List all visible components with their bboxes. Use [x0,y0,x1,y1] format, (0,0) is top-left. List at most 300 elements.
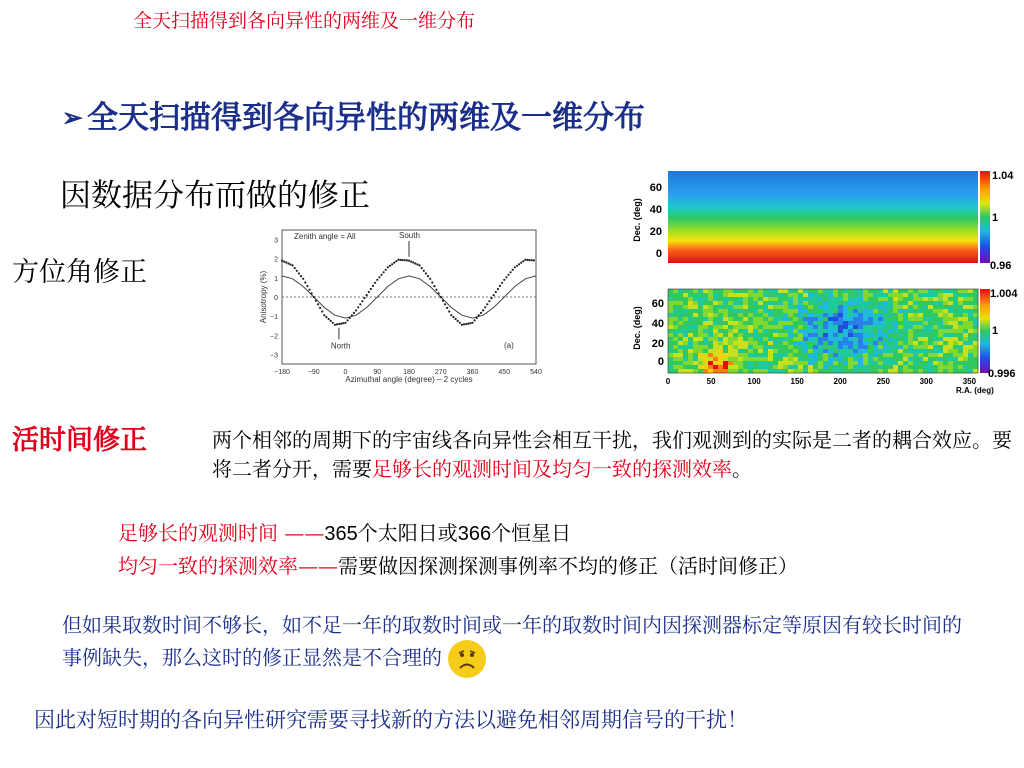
list-num-366: 366 [457,523,492,545]
heatmap-cell [843,337,848,341]
heatmap-cell [693,329,698,333]
heatmap-cell [698,329,703,333]
heatmap-cell [913,297,918,301]
heatmap-cell [808,349,813,353]
heatmap-cell [693,353,698,357]
main-title [62,92,645,137]
heatmap-cell [903,337,908,341]
data-point [344,322,346,324]
heatmap-cell [823,297,828,301]
heatmap-cell [813,349,818,353]
heatmap-cell [763,333,768,337]
heatmap-cell [803,309,808,313]
heatmap-cell [673,297,678,301]
heatmap-cell [918,325,923,329]
heatmap-cell [708,349,713,353]
heatmap-cell [678,301,683,305]
heatmap-cell [928,297,933,301]
heatmap-cell [868,325,873,329]
heatmap-cell [778,297,783,301]
data-point [334,324,336,326]
heatmap-cell [973,321,978,325]
heatmap-cell [888,293,893,297]
heatmap-cell [878,357,883,361]
live-time-paragraph [212,426,1012,484]
data-point [476,317,478,319]
heatmap-cell [748,361,753,365]
heatmap-cell [793,317,798,321]
heatmap-cell [923,289,928,293]
heatmap-cell [843,369,848,373]
heatmap-cell [748,369,753,373]
heatmap-cell [858,353,863,357]
heatmap-cell [958,357,963,361]
heatmap-cell [963,329,968,333]
data-point [520,262,522,264]
heatmap-cell [798,305,803,309]
heatmap-cell [878,365,883,369]
heatmap-cell [748,305,753,309]
heatmap-cell [728,305,733,309]
heatmap-cell [973,317,978,321]
heatmap-cell [743,313,748,317]
heatmap-cell [848,289,853,293]
heatmap-cell [893,337,898,341]
heatmap-cell [678,365,683,369]
heatmap-cell [688,345,693,349]
heatmap-cell [698,357,703,361]
heatmap-cell [853,321,858,325]
heatmap-cell [888,357,893,361]
heatmap-cell [933,321,938,325]
heatmap-cell [883,293,888,297]
data-point [488,300,490,302]
heatmap-cell [923,309,928,313]
heatmap-cell [808,345,813,349]
heatmap-cell [968,341,973,345]
heatmap-cell [828,325,833,329]
heatmap-cell [848,353,853,357]
heatmap-cell [918,313,923,317]
heatmap-cell [683,305,688,309]
heatmap-cell [953,357,958,361]
heatmap-cell [783,329,788,333]
heatmap-cell [803,341,808,345]
heatmap-cell [798,345,803,349]
heatmap-cell [958,365,963,369]
heatmap-cell [908,305,913,309]
heatmap-cell [703,329,708,333]
heatmap-cell [863,313,868,317]
heatmap-cell [698,341,703,345]
heatmap-cell [713,353,718,357]
colorbar-min: 0.96 [990,260,1012,272]
para1-text: 两个相邻的周期下的宇宙线各向异性会相互干扰，我们观测到的实际是二者的耦合效应。要将二者分开，需要 [212,428,1012,481]
heatmap-cell [733,289,738,293]
heatmap-cell [893,329,898,333]
heatmap-cell [863,333,868,337]
heatmap-cell [963,289,968,293]
heatmap-cell [823,333,828,337]
colorbar-min-2: 0.996 [988,368,1016,380]
heatmap-cell [713,321,718,325]
heatmap-cell [923,317,928,321]
heatmap-cell [683,293,688,297]
heatmap-cell [968,337,973,341]
heatmap-cell [973,337,978,341]
insufficient-time-paragraph [62,610,962,678]
data-point [357,306,359,308]
heatmap-cell [843,297,848,301]
heatmap-cell [908,333,913,337]
heatmap-cell [848,365,853,369]
data-point [514,266,516,268]
heatmap-cell [718,341,723,345]
heatmap-cell [858,289,863,293]
heatmap-cell [753,297,758,301]
data-point [442,300,444,302]
heatmap-cell [938,321,943,325]
heatmap-cell [873,325,878,329]
heatmap-cell [943,317,948,321]
heatmap-cell [788,309,793,313]
heatmap-cell [953,345,958,349]
heatmap-cell [808,293,813,297]
heatmap-cell [693,289,698,293]
heatmap-cell [973,297,978,301]
heatmap-cell [748,365,753,369]
heatmap-cell [883,341,888,345]
heatmap-cell [803,289,808,293]
heatmap-cell [703,361,708,365]
heatmap-cell [758,341,763,345]
heatmap-cell [763,349,768,353]
heatmap-cell [778,357,783,361]
heatmap-cell [853,317,858,321]
heatmap-cell [863,289,868,293]
heatmap-cell [808,369,813,373]
heatmap-cell [838,341,843,345]
heatmap-cell [758,337,763,341]
heatmap-cell [973,313,978,317]
heatmap-cell [823,341,828,345]
heatmap-cell [818,333,823,337]
heatmap-cell [843,313,848,317]
heatmap-cell [958,313,963,317]
data-point [302,278,304,280]
heatmap-cell [738,345,743,349]
heatmap-cell [903,341,908,345]
heatmap-cell [948,321,953,325]
heatmap-cell [943,309,948,313]
colorbar-max-2: 1.004 [990,288,1018,300]
heatmap-cell [753,293,758,297]
heatmap-cell [973,353,978,357]
heatmap-cell [943,337,948,341]
y-tick-20: 20 [649,226,662,238]
heatmap-cell [818,305,823,309]
heatmap-cell [778,337,783,341]
heatmap-cell [698,297,703,301]
heatmap-cell [828,321,833,325]
heatmap-cell [923,301,928,305]
heatmap-cell [833,337,838,341]
heatmap-cell [763,297,768,301]
heatmap-cell [853,293,858,297]
heatmap-cell [968,357,973,361]
heatmap-cell [673,353,678,357]
heatmap-cell [918,309,923,313]
heatmap-cell [828,341,833,345]
data-point [507,274,509,276]
heatmap-cell [818,341,823,345]
heatmap-cell [953,341,958,345]
heatmap-cell [933,365,938,369]
heatmap-cell [913,365,918,369]
heatmap-cell [828,345,833,349]
heatmap-cell [728,341,733,345]
heatmap-cell [933,345,938,349]
heatmap-cell [808,325,813,329]
heatmap-cell [868,341,873,345]
heatmap-cell [713,301,718,305]
heatmap-cell [788,313,793,317]
heatmap-cell [793,365,798,369]
heatmap-cell [818,345,823,349]
heatmap-cell [823,309,828,313]
data-point [480,312,482,314]
heatmap-cell [738,321,743,325]
heatmap-cell [808,321,813,325]
heatmap-cell [848,329,853,333]
heatmap-cell [723,341,728,345]
y-tick-label: 2 [274,256,278,264]
heatmap-cell [848,345,853,349]
heatmap-cell [758,333,763,337]
heatmap-cell [903,317,908,321]
heatmap-cell [793,353,798,357]
heatmap-cell [848,305,853,309]
heatmap-cell [868,305,873,309]
heatmap-cell [938,309,943,313]
heatmap-cell [703,297,708,301]
heatmap-cell [823,317,828,321]
heatmap-cell [778,301,783,305]
heatmap-cell [768,321,773,325]
heatmap-bottom [626,283,1024,398]
heatmap-cell [888,289,893,293]
heatmap-cell [833,321,838,325]
heatmap-cell [873,301,878,305]
heatmap-cell [973,293,978,297]
heatmap-cell [693,313,698,317]
heatmap-cell [968,309,973,313]
heatmap-cell [938,369,943,373]
heatmap-cell [778,353,783,357]
heatmap-cell [718,293,723,297]
heatmap-cell [928,301,933,305]
heatmap-cell [933,301,938,305]
heatmap-cell [723,329,728,333]
heatmap-cell [688,325,693,329]
heatmap-cell [908,313,913,317]
heatmap-cell [848,309,853,313]
colorbar-mid-2: 1 [992,325,999,337]
heatmap-cell [713,365,718,369]
heatmap-cell [753,305,758,309]
heatmap-cell [688,337,693,341]
heatmap-cell [718,325,723,329]
heatmap-cell [953,297,958,301]
heatmap-cell [668,329,673,333]
x-axis-label: Azimuthal angle (degree) – 2 cycles [345,375,473,384]
heatmap-cell [893,365,898,369]
heatmap-cell [843,345,848,349]
heatmap-cell [703,325,708,329]
data-point [380,274,382,276]
heatmap-cell [893,349,898,353]
heatmap-cell [803,361,808,365]
heatmap-cell [783,313,788,317]
heatmap-cell [753,317,758,321]
heatmap-cell [943,365,948,369]
heatmap-cell [763,357,768,361]
data-point [503,279,505,281]
heatmap-cell [778,329,783,333]
heatmap-cell [928,349,933,353]
heatmap-cell [823,325,828,329]
heatmap-cell [928,341,933,345]
heatmap-cell [823,353,828,357]
heatmap-cell [938,329,943,333]
heatmap-cell [748,345,753,349]
heatmap-cell [858,361,863,365]
data-point [457,320,459,322]
heatmap-cell [808,337,813,341]
heatmap-cell [933,349,938,353]
heatmap-cell [813,325,818,329]
heatmap-cell [683,309,688,313]
heatmap-cell [708,317,713,321]
data-point [363,297,365,299]
heatmap-cell [773,325,778,329]
data-point [406,259,408,261]
x-tick-label: −90 [307,369,320,376]
heatmap-cell [843,361,848,365]
heatmap-cell [703,293,708,297]
series-line [282,276,536,318]
data-point [361,300,363,302]
heatmap-cell [848,313,853,317]
heatmap-cell [773,293,778,297]
heatmap-cell [708,337,713,341]
heatmap-cell [918,349,923,353]
heatmap-cell [953,329,958,333]
heatmap-cell [703,369,708,373]
heatmap-cell [933,313,938,317]
heatmap-cell [668,313,673,317]
heatmap-cell [838,301,843,305]
heatmap-cell [703,317,708,321]
heatmap-cell [743,289,748,293]
heatmap-cell [738,289,743,293]
heatmap-cell [698,309,703,313]
heatmap-cell [858,349,863,353]
heatmap-cell [703,301,708,305]
heatmap-cell [928,361,933,365]
heatmap-cell [843,341,848,345]
heatmap-cell [848,333,853,337]
data-point [359,303,361,305]
heatmap-cell [928,333,933,337]
heatmap-cell [858,345,863,349]
heatmap-cell [833,305,838,309]
heatmap-cell [938,297,943,301]
heatmap-cell [723,345,728,349]
heatmap-cell [688,301,693,305]
heatmap-cell [733,297,738,301]
heatmap-cell [838,317,843,321]
heatmap-cell [708,357,713,361]
heatmap-cell [853,333,858,337]
heatmap-cell [778,309,783,313]
heatmap-cell [698,289,703,293]
colorbar-mid: 1 [992,212,999,224]
heatmap-cell [718,313,723,317]
heatmap-cell [788,333,793,337]
x-tick-label: 90 [373,369,382,376]
heatmap-cell [863,309,868,313]
heatmap-cell [838,325,843,329]
heatmap-cell [848,361,853,365]
heatmap-cell [688,297,693,301]
y-tick-40: 40 [649,204,662,216]
heatmap-cell [858,357,863,361]
heatmap-cell [708,345,713,349]
heatmap-cell [883,357,888,361]
heatmap-cell [968,361,973,365]
heatmap-cell [963,325,968,329]
heatmap-cell [788,369,793,373]
heatmap-cell [843,333,848,337]
heatmap-cell [928,325,933,329]
heatmap-cell [778,289,783,293]
heatmap-cell [698,321,703,325]
heatmap-cell [883,297,888,301]
heatmap-cell [738,333,743,337]
heatmap-cell [793,357,798,361]
heatmap-cell [668,289,673,293]
data-point [419,264,421,266]
heatmap-cell [873,333,878,337]
heatmap-cell [713,313,718,317]
heatmap-cell [743,305,748,309]
heatmap-cell [693,301,698,305]
heatmap-cell [723,325,728,329]
heatmap-cell [698,313,703,317]
heatmap-cell [753,329,758,333]
heatmap-cell [873,317,878,321]
heatmap-cell [708,353,713,357]
heatmap-cell [698,337,703,341]
heatmap-cell [838,297,843,301]
heatmap-cell [713,357,718,361]
heatmap-cell [763,309,768,313]
heatmap-cell [863,345,868,349]
heatmap-cell [948,293,953,297]
heatmap-cell [808,305,813,309]
heatmap-cell [863,337,868,341]
